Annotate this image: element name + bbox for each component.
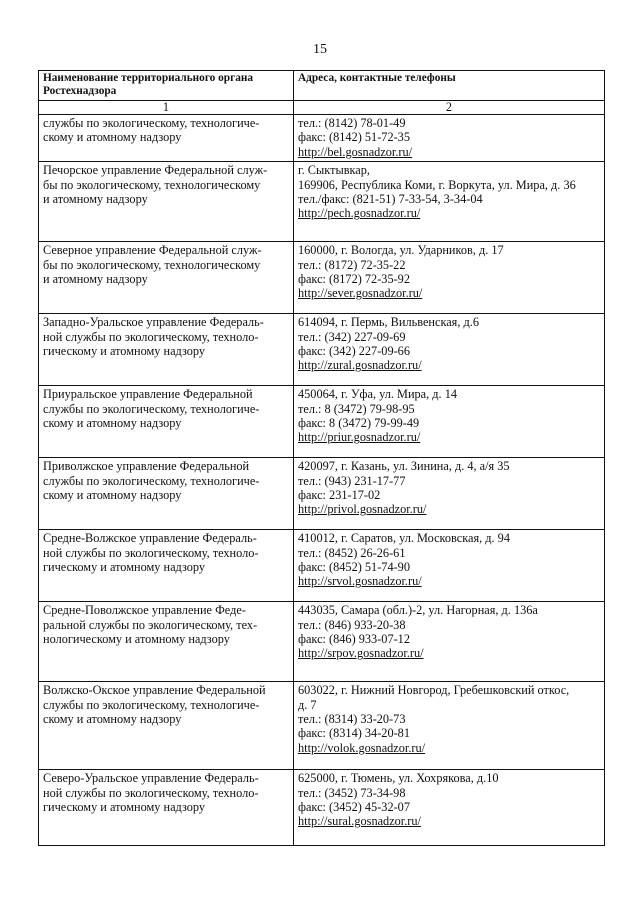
address-line: факс: 8 (3472) 79-99-49 xyxy=(298,416,420,431)
address-cell xyxy=(294,458,605,530)
table-row xyxy=(39,115,605,162)
website-link[interactable]: http://bel.gosnadzor.ru/ xyxy=(298,144,413,159)
address-line: тел.: (3452) 73-34-98 xyxy=(298,785,406,800)
header-organ-name-line1: Наименование территориального органа xyxy=(43,72,254,84)
address-line: тел./факс: (821-51) 7-33-54, 3-34-04 xyxy=(298,192,483,207)
address-cell xyxy=(294,115,605,162)
address-line: 160000, г. Вологда, ул. Ударников, д. 17 xyxy=(298,243,504,258)
website-link[interactable]: http://sural.gosnadzor.ru/ xyxy=(298,814,421,829)
table-row xyxy=(39,458,605,530)
organ-name-cell: Приволжское управление Федеральной службы по экологическому, технологиче- скому и атомному надзору xyxy=(39,458,294,530)
organ-name-cell: Северное управление Федеральной служ- бы по экологическому, технологическому и атомному надзору xyxy=(39,242,294,314)
address-cell xyxy=(294,770,605,846)
column-number-2: 2 xyxy=(294,101,605,115)
organ-name-cell: Северо-Уральское управление Федераль- ной службы по экологическому, техноло- гическому и атомному надзору xyxy=(39,770,294,846)
address-cell xyxy=(294,682,605,770)
website-link[interactable]: http://srvol.gosnadzor.ru/ xyxy=(298,574,422,589)
table-row xyxy=(39,162,605,242)
address-line: 450064, г. Уфа, ул. Мира, д. 14 xyxy=(298,387,457,402)
address-line: факс: 231-17-02 xyxy=(298,488,381,503)
address-line: факс: (8452) 51-74-90 xyxy=(298,560,410,575)
page-number: 15 xyxy=(313,42,327,57)
organ-name-cell: Приуральское управление Федеральной службы по экологическому, технологиче- скому и атомному надзору xyxy=(39,386,294,458)
column-number-1: 1 xyxy=(39,101,294,115)
address-line: факс: (8314) 34-20-81 xyxy=(298,726,410,741)
header-organ-name xyxy=(39,71,294,101)
address-line: тел.: (8314) 33-20-73 xyxy=(298,712,406,727)
website-link[interactable]: http://volok.gosnadzor.ru/ xyxy=(298,740,426,755)
address-cell xyxy=(294,530,605,602)
address-line: факс: (342) 227-09-66 xyxy=(298,344,410,359)
header-addresses: Адреса, контактные телефоны xyxy=(294,71,605,101)
table-row xyxy=(39,682,605,770)
address-line: тел.: (342) 227-09-69 xyxy=(298,329,406,344)
website-link[interactable]: http://privol.gosnadzor.ru/ xyxy=(298,502,427,517)
table-row xyxy=(39,770,605,846)
address-line: тел.: (8172) 72-35-22 xyxy=(298,257,406,272)
address-line: г. Сыктывкар, xyxy=(298,163,370,178)
address-line: факс: (3452) 45-32-07 xyxy=(298,800,410,815)
organ-name-cell: Волжско-Окское управление Федеральной службы по экологическому, технологиче- скому и атомному надзору xyxy=(39,682,294,770)
organ-name-cell: службы по экологическому, технологиче- скому и атомному надзору xyxy=(39,115,294,162)
address-line: тел.: 8 (3472) 79-98-95 xyxy=(298,401,415,416)
address-cell xyxy=(294,242,605,314)
address-line: факс: (8142) 51-72-35 xyxy=(298,130,410,145)
organ-name-cell: Западно-Уральское управление Федераль- ной службы по экологическому, техноло- гическому и атомному надзору xyxy=(39,314,294,386)
table-row xyxy=(39,602,605,682)
organ-name-cell: Средне-Волжское управление Федераль- ной службы по экологическому, техноло- гическому и атомному надзору xyxy=(39,530,294,602)
address-line: 614094, г. Пермь, Вильвенская, д.6 xyxy=(298,315,479,330)
table-body xyxy=(39,115,605,846)
address-line: 169906, Республика Коми, г. Воркута, ул. Мира, д. 36 xyxy=(298,177,576,192)
address-line: 625000, г. Тюмень, ул. Хохрякова, д.10 xyxy=(298,771,499,786)
address-line: факс: (846) 933-07-12 xyxy=(298,632,410,647)
column-number-row xyxy=(39,101,605,115)
address-cell xyxy=(294,162,605,242)
address-line: д. 7 xyxy=(298,697,317,712)
address-line: тел.: (8452) 26-26-61 xyxy=(298,545,406,560)
address-line: факс: (8172) 72-35-92 xyxy=(298,272,410,287)
address-line: 420097, г. Казань, ул. Зинина, д. 4, а/я 35 xyxy=(298,459,510,474)
address-cell xyxy=(294,314,605,386)
address-cell xyxy=(294,602,605,682)
address-line: тел.: (8142) 78-01-49 xyxy=(298,116,406,130)
organ-name-cell: Средне-Поволжское управление Феде- ральной службы по экологическому, тех- нологическому и атомному надзору xyxy=(39,602,294,682)
address-line: тел.: (846) 933-20-38 xyxy=(298,617,406,632)
table-row xyxy=(39,530,605,602)
table-row xyxy=(39,386,605,458)
organ-name-cell: Печорское управление Федеральной служ- бы по экологическому, технологическому и атомному надзору xyxy=(39,162,294,242)
website-link[interactable]: http://zural.gosnadzor.ru/ xyxy=(298,358,422,373)
address-line: 443035, Самара (обл.)-2, ул. Нагорная, д. 136а xyxy=(298,603,538,618)
table-row xyxy=(39,242,605,314)
website-link[interactable]: http://priur.gosnadzor.ru/ xyxy=(298,430,421,445)
address-line: 603022, г. Нижний Новгород, Гребешковский откос, xyxy=(298,683,570,698)
website-link[interactable]: http://pech.gosnadzor.ru/ xyxy=(298,206,421,221)
contacts-table xyxy=(38,70,605,846)
website-link[interactable]: http://srpov.gosnadzor.ru/ xyxy=(298,646,424,661)
header-organ-name-line2: Ростехнадзора xyxy=(43,85,117,97)
table-row xyxy=(39,314,605,386)
website-link[interactable]: http://sever.gosnadzor.ru/ xyxy=(298,286,423,301)
address-cell xyxy=(294,386,605,458)
address-line: тел.: (943) 231-17-77 xyxy=(298,473,406,488)
header-row xyxy=(39,71,605,101)
address-line: 410012, г. Саратов, ул. Московская, д. 94 xyxy=(298,531,510,546)
